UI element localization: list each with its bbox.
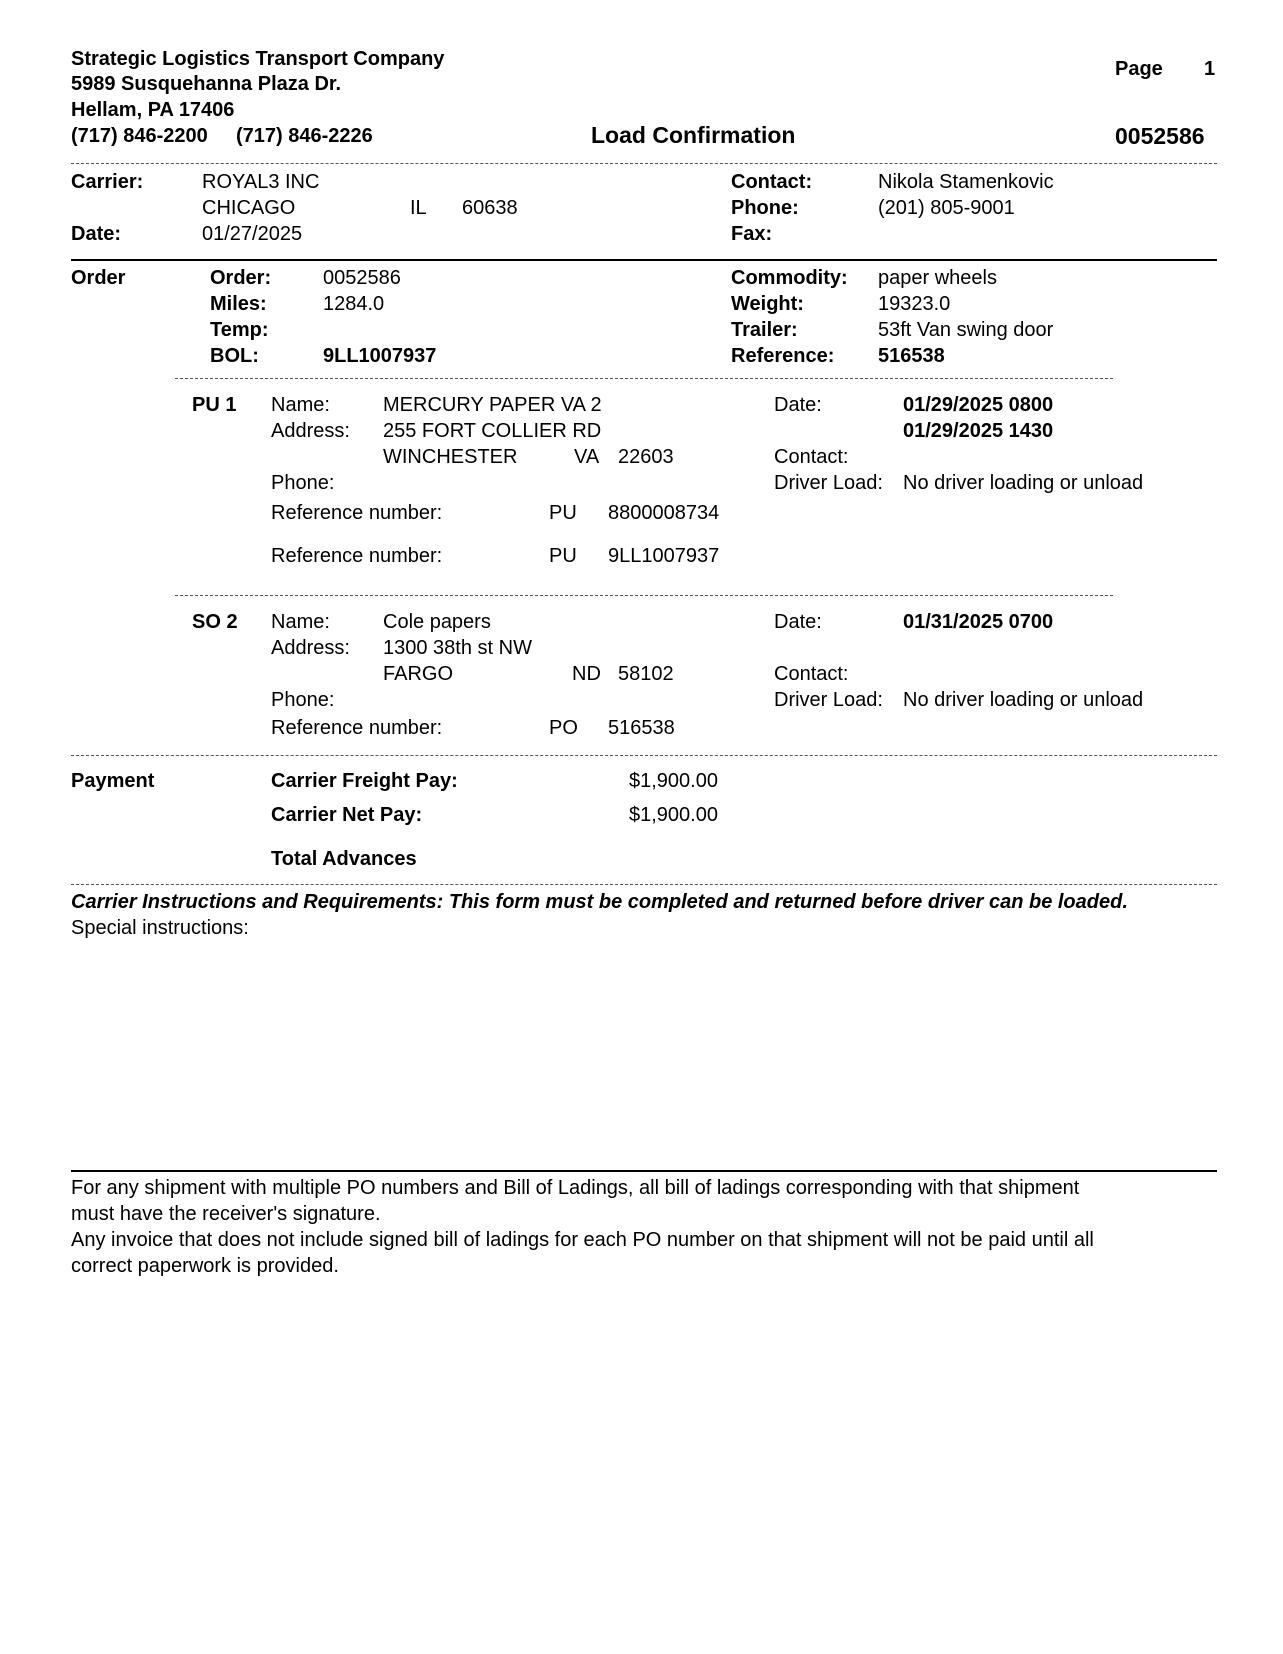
stop-date-label: Date: [774,394,822,416]
carrier-zip: 60638 [462,197,518,219]
footer-text-line: For any shipment with multiple PO numbers and Bill of Ladings, all bill of ladings corresponding with that shipment [71,1177,1080,1199]
reference-type: PU [549,502,577,524]
stop-name-label: Name: [271,394,330,416]
contact-label: Contact: [731,171,813,193]
reference-number: 9LL1007937 [608,545,720,567]
order-section-label: Order [71,267,126,289]
stop-phone-label: Phone: [271,689,335,711]
stop-phone-label: Phone: [271,472,335,494]
order-label: Order: [210,267,272,289]
bol-label: BOL: [210,345,259,367]
reference-number-label: Reference number: [271,502,443,524]
special-instructions-label: Special instructions: [71,917,249,939]
driver-load-label: Driver Load: [774,689,883,711]
net-pay-label: Carrier Net Pay: [271,804,423,826]
commodity-value: paper wheels [878,267,997,289]
stop-state: ND [572,663,601,685]
stop-zip: 22603 [618,446,674,468]
order-number: 0052586 [323,267,401,289]
stop-name-label: Name: [271,611,330,633]
payment-section-label: Payment [71,770,155,792]
stop-address-label: Address: [271,637,350,659]
bol-value: 9LL1007937 [323,345,437,367]
stop-address: 255 FORT COLLIER RD [383,420,602,442]
stop-name: Cole papers [383,611,491,633]
stop-city: WINCHESTER [383,446,518,468]
stop-date-start: 01/31/2025 0700 [903,611,1054,633]
carrier-contact: Nikola Stamenkovic [878,171,1054,193]
temp-label: Temp: [210,319,269,341]
net-pay-value: $1,900.00 [629,804,718,826]
stop-address: 1300 38th st NW [383,637,532,659]
trailer-value: 53ft Van swing door [878,319,1054,341]
freight-pay-label: Carrier Freight Pay: [271,770,458,792]
stop-contact-label: Contact: [774,663,849,685]
company-address-line1: 5989 Susquehanna Plaza Dr. [71,73,342,95]
driver-load-label: Driver Load: [774,472,883,494]
trailer-label: Trailer: [731,319,798,341]
page-number: 1 [1204,58,1216,80]
reference-number: 516538 [608,717,675,739]
commodity-label: Commodity: [731,267,848,289]
company-name: Strategic Logistics Transport Company [71,48,445,70]
reference-label: Reference: [731,345,835,367]
total-advances-label: Total Advances [271,848,417,870]
footer-rule [71,1170,1217,1172]
load-number: 0052586 [1115,123,1205,149]
reference-number: 8800008734 [608,502,720,524]
stop-date-start: 01/29/2025 0800 [903,394,1054,416]
page-label: Page [1115,58,1163,80]
stop-code: SO 2 [192,611,238,633]
carrier-city: CHICAGO [202,197,296,219]
divider [175,378,1113,379]
carrier-label: Carrier: [71,171,144,193]
confirmation-date: 01/27/2025 [202,223,303,245]
reference-number-label: Reference number: [271,545,443,567]
section-rule [71,259,1217,261]
freight-pay-value: $1,900.00 [629,770,718,792]
weight-label: Weight: [731,293,804,315]
stop-zip: 58102 [618,663,674,685]
reference-number-label: Reference number: [271,717,443,739]
company-address-line2: Hellam, PA 17406 [71,99,235,121]
divider [175,595,1113,596]
stop-name: MERCURY PAPER VA 2 [383,394,602,416]
footer-text-line: Any invoice that does not include signed bill of ladings for each PO number on that shipment will not be paid until all [71,1229,1094,1251]
carrier-name: ROYAL3 INC [202,171,320,193]
footer-text-line: correct paperwork is provided. [71,1255,339,1277]
date-label: Date: [71,223,122,245]
stop-date-label: Date: [774,611,822,633]
instructions-heading: Carrier Instructions and Requirements: This form must be completed and returned before driver can be loaded. [71,891,1128,913]
footer-text-line: must have the receiver's signature. [71,1203,381,1225]
weight-value: 19323.0 [878,293,951,315]
divider [71,884,1217,885]
company-phone-1: (717) 846-2200 [71,125,208,147]
stop-state: VA [574,446,600,468]
stop-date-end: 01/29/2025 1430 [903,420,1054,442]
phone-label: Phone: [731,197,799,219]
stop-contact-label: Contact: [774,446,849,468]
document-title: Load Confirmation [591,122,796,148]
reference-value: 516538 [878,345,945,367]
driver-load-value: No driver loading or unload [903,472,1144,494]
carrier-state: IL [410,197,427,219]
stop-city: FARGO [383,663,454,685]
miles-label: Miles: [210,293,267,315]
company-phone-2: (717) 846-2226 [236,125,373,147]
stop-code: PU 1 [192,394,237,416]
reference-type: PO [549,717,578,739]
reference-type: PU [549,545,577,567]
divider [71,163,1217,164]
carrier-phone: (201) 805-9001 [878,197,1015,219]
miles-value: 1284.0 [323,293,385,315]
driver-load-value: No driver loading or unload [903,689,1144,711]
stop-address-label: Address: [271,420,350,442]
divider [71,755,1217,756]
fax-label: Fax: [731,223,773,245]
